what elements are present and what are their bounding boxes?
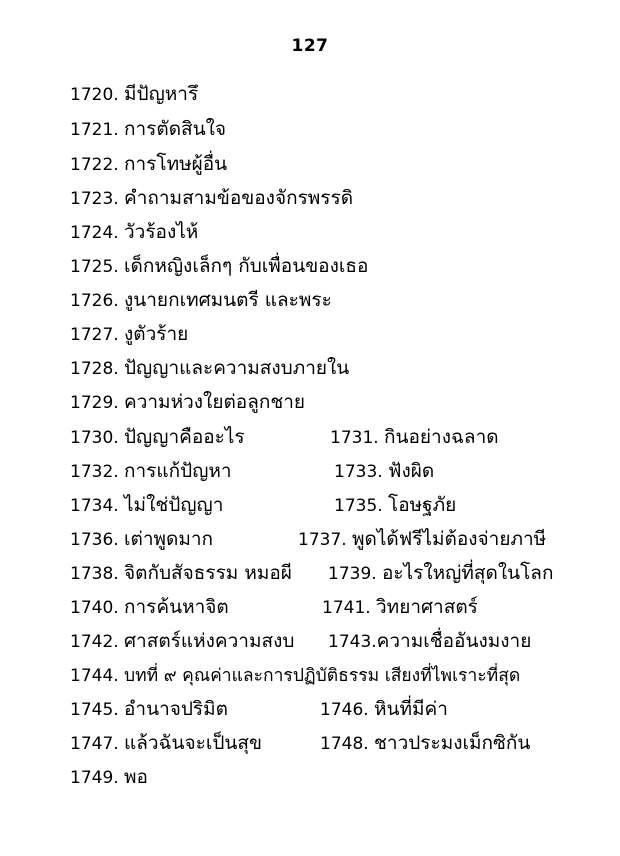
entry-number: 1729. (70, 393, 119, 413)
entry-number: 1720. (70, 85, 119, 105)
entry-number: 1739. (328, 564, 377, 584)
entry-number: 1738. (70, 564, 119, 584)
entry-number: 1724. (70, 223, 119, 243)
entry-number: 1721. (70, 120, 119, 140)
toc-entry-1735 (334, 493, 456, 518)
entry-title: โอษฐภัย (388, 494, 457, 516)
entry-number: 1749. (70, 768, 119, 788)
entry-title: เด็กหญิงเล็กๆ กับเพื่อนของเธอ (124, 255, 369, 277)
entry-number: 1728. (70, 359, 119, 379)
toc-entry-1723 (70, 186, 353, 211)
toc-entry-1728 (70, 356, 349, 381)
entry-number: 1741. (322, 598, 371, 618)
toc-entry-1742 (70, 629, 294, 654)
toc-entry-1745 (70, 697, 228, 722)
entry-title: คำถามสามข้อของจักรพรรดิ (124, 187, 354, 209)
toc-entry-1746 (320, 697, 448, 722)
entry-number: 1730. (70, 428, 119, 448)
entry-number: 1723. (70, 189, 119, 209)
entry-title: การแก้ปัญหา (124, 460, 232, 482)
entry-title: พอ (124, 766, 148, 788)
entry-number: 1746. (320, 700, 369, 720)
entry-title: พูดได้ฟรีไม่ต้องจ่ายภาษี (352, 528, 547, 550)
entry-number: 1740. (70, 598, 119, 618)
toc-entry-1739 (328, 561, 553, 586)
toc-entry-1726 (70, 288, 332, 313)
entry-number: 1748. (320, 734, 369, 754)
entry-title: การโทษผู้อื่น (124, 153, 228, 175)
toc-entry-1724 (70, 220, 198, 245)
toc-entry-1732 (70, 459, 232, 484)
entry-number: 1722. (70, 155, 119, 175)
toc-entry-1749 (70, 765, 148, 790)
toc-entry-1748 (320, 731, 530, 756)
entry-number: 1745. (70, 700, 119, 720)
entry-title: วัวร้องไห้ (124, 221, 199, 243)
entry-title: เต่าพูดมาก (124, 528, 214, 550)
entry-number: 1735. (334, 496, 383, 516)
toc-entry-1729 (70, 390, 305, 415)
entry-title: วิทยาศาสตร์ (376, 596, 478, 618)
entry-title: งูตัวร้าย (124, 323, 189, 345)
toc-entry-1734 (70, 493, 223, 518)
entry-title: ฟังผิด (388, 460, 435, 482)
entry-title: บทที่ ๙ คุณค่าและการปฏิบัติธรรม เสียงที่ไพเราะที่สุด (124, 666, 521, 686)
entry-title: ศาสตร์แห่งความสงบ (124, 630, 295, 652)
entry-number: 1737. (298, 530, 347, 550)
table-of-contents (70, 0, 610, 856)
toc-entry-1733 (334, 459, 434, 484)
toc-entry-1741 (322, 595, 478, 620)
entry-title: มีปัญหารึ (124, 83, 199, 105)
toc-entry-1747 (70, 731, 262, 756)
entry-title: แล้วฉันจะเป็นสุข (124, 732, 262, 754)
toc-entry-1722 (70, 152, 227, 177)
entry-number: 1725. (70, 257, 119, 277)
entry-number: 1727. (70, 325, 119, 345)
toc-entry-1744 (70, 663, 520, 688)
entry-number: 1733. (334, 462, 383, 482)
entry-number: 1731. (330, 428, 379, 448)
entry-number: 1743. (328, 632, 377, 652)
toc-entry-1727 (70, 322, 188, 347)
entry-title: ความเชื่ออันงมงาย (376, 630, 532, 652)
toc-entry-1738 (70, 561, 292, 586)
toc-entry-1737 (298, 527, 546, 552)
toc-entry-1736 (70, 527, 213, 552)
entry-title: การตัดสินใจ (124, 118, 227, 140)
entry-title: หินที่มีค่า (374, 698, 448, 720)
entry-number: 1726. (70, 291, 119, 311)
entry-number: 1736. (70, 530, 119, 550)
entry-title: งูนายกเทศมนตรี และพระ (124, 289, 332, 311)
toc-entry-1721 (70, 117, 226, 142)
entry-title: ความห่วงใยต่อลูกชาย (124, 391, 306, 413)
entry-number: 1742. (70, 632, 119, 652)
entry-title: ปัญญาและความสงบภายใน (124, 357, 350, 379)
toc-entry-1725 (70, 254, 368, 279)
entry-title: ปัญญาคืออะไร (124, 426, 245, 448)
toc-entry-1730 (70, 425, 245, 450)
entry-title: อำนาจปริมิต (124, 698, 228, 720)
entry-title: กินอย่างฉลาด (384, 426, 499, 448)
entry-title: อะไรใหญ่ที่สุดในโลก (382, 562, 554, 584)
entry-number: 1732. (70, 462, 119, 482)
entry-number: 1744. (70, 666, 119, 686)
entry-number: 1734. (70, 496, 119, 516)
entry-number: 1747. (70, 734, 119, 754)
toc-entry-1731 (330, 425, 499, 450)
entry-title: ไม่ใช่ปัญญา (124, 494, 224, 516)
toc-entry-1743 (328, 629, 531, 654)
entry-title: จิตกับสัจธรรม หมอผี (124, 562, 292, 584)
entry-title: การค้นหาจิต (124, 596, 229, 618)
entry-title: ชาวประมงเม็กซิกัน (374, 732, 531, 754)
page-number: 127 (291, 36, 329, 56)
toc-entry-1720 (70, 82, 198, 107)
toc-entry-1740 (70, 595, 229, 620)
